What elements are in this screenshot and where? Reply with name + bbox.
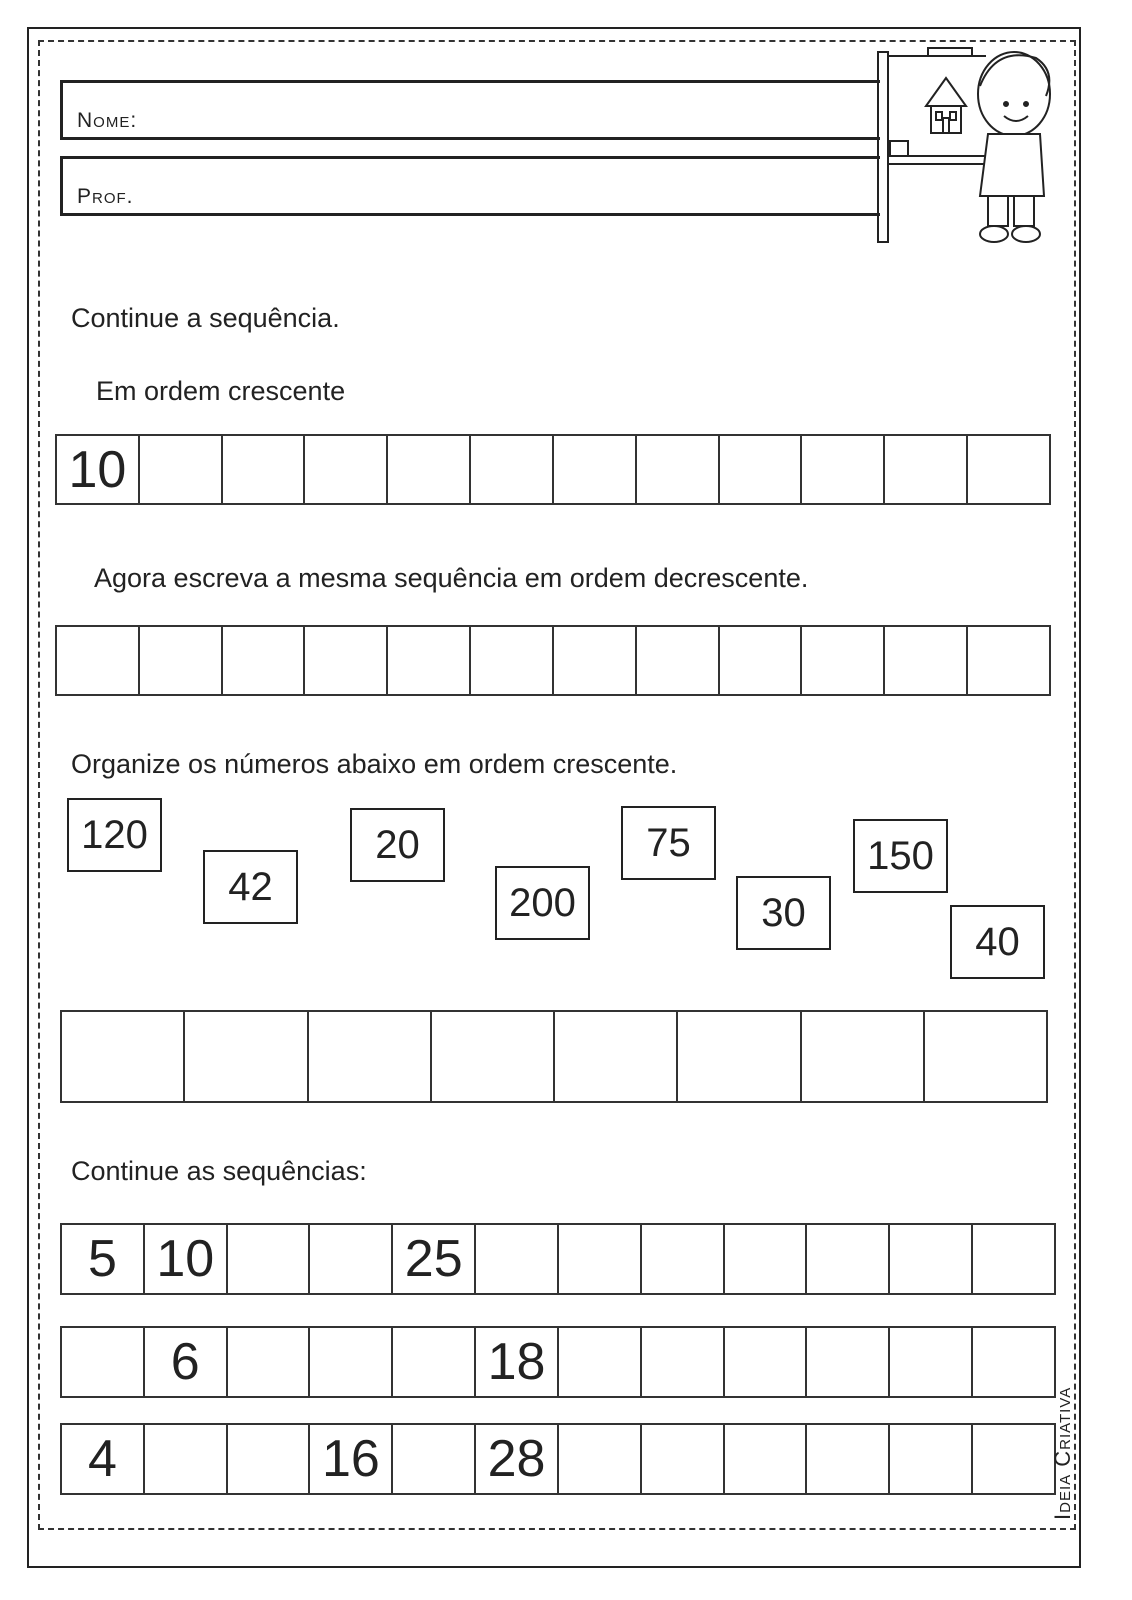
answer-cell[interactable] (62, 1328, 143, 1396)
answer-cell[interactable] (221, 436, 304, 503)
answer-cell[interactable] (723, 1425, 806, 1493)
answer-cell[interactable] (883, 627, 966, 694)
answer-cell[interactable] (888, 1225, 971, 1293)
answer-cell[interactable]: 18 (474, 1328, 557, 1396)
answer-cell[interactable] (971, 1328, 1054, 1396)
number-box: 200 (495, 866, 590, 940)
instruction-descending: Agora escreva a mesma sequência em ordem decrescente. (94, 563, 809, 593)
sequence-row-by-3 (60, 1326, 1056, 1398)
descending-sequence-row (55, 625, 1051, 696)
answer-cell[interactable] (221, 627, 304, 694)
answer-cell[interactable] (923, 1012, 1046, 1101)
answer-cell[interactable] (805, 1225, 888, 1293)
kid-easel-illustration (876, 46, 1076, 246)
answer-cell[interactable] (557, 1328, 640, 1396)
answer-cell[interactable]: 4 (87, 1430, 117, 1488)
answer-cell[interactable]: 16 (308, 1425, 391, 1493)
answer-cell[interactable] (303, 436, 386, 503)
number-box: 150 (853, 819, 948, 893)
prof-label: Prof. (77, 185, 134, 208)
answer-cell[interactable] (966, 627, 1049, 694)
answer-cell[interactable] (391, 1425, 474, 1493)
number-box: 42 (203, 850, 298, 924)
answer-cell[interactable] (723, 1225, 806, 1293)
answer-cell[interactable] (640, 1425, 723, 1493)
answer-cell[interactable]: 6 (143, 1328, 226, 1396)
answer-cell[interactable] (640, 1225, 723, 1293)
answer-cell[interactable] (303, 627, 386, 694)
number-box: 75 (621, 806, 716, 880)
answer-cell[interactable]: 28 (474, 1425, 557, 1493)
sequence-row-by-5 (60, 1223, 1056, 1295)
name-label: Nome: (77, 109, 138, 132)
answer-cell[interactable] (386, 627, 469, 694)
instruction-continue-sequences: Continue as sequências: (71, 1156, 367, 1186)
answer-cell[interactable] (718, 436, 801, 503)
answer-cell[interactable] (971, 1225, 1054, 1293)
answer-cell[interactable] (469, 436, 552, 503)
answer-cell[interactable] (391, 1328, 474, 1396)
answer-cell[interactable] (138, 436, 221, 503)
answer-cell[interactable]: 25 (391, 1225, 474, 1293)
prof-field[interactable] (60, 156, 880, 216)
answer-cell[interactable] (888, 1425, 971, 1493)
answer-cell[interactable] (888, 1328, 971, 1396)
number-box: 40 (950, 905, 1045, 979)
answer-cell[interactable] (557, 1225, 640, 1293)
answer-cell[interactable] (138, 627, 221, 694)
instruction-continue: Continue a sequência. (71, 303, 340, 333)
answer-cell[interactable] (635, 627, 718, 694)
answer-cell[interactable] (226, 1328, 309, 1396)
watermark: Ideia Criativa (1050, 1386, 1075, 1520)
answer-cell[interactable] (800, 436, 883, 503)
answer-cell[interactable] (57, 627, 138, 694)
answer-cell[interactable] (474, 1225, 557, 1293)
ascending-sequence-row (55, 434, 1051, 505)
subtitle-ascending: Em ordem crescente (96, 376, 346, 406)
answer-cell[interactable]: 5 (87, 1230, 117, 1288)
sequence-row-by-4 (60, 1423, 1056, 1495)
answer-cell[interactable]: 10 (68, 440, 127, 499)
answer-cell[interactable] (553, 1012, 676, 1101)
answer-cell[interactable] (308, 1328, 391, 1396)
answer-cell[interactable] (557, 1425, 640, 1493)
dotted-border (38, 40, 1076, 1530)
answer-cell[interactable] (640, 1328, 723, 1396)
answer-cell[interactable]: 10 (143, 1225, 226, 1293)
answer-cell[interactable] (552, 627, 635, 694)
answer-cell[interactable] (226, 1225, 309, 1293)
answer-cell[interactable] (552, 436, 635, 503)
answer-cell[interactable] (635, 436, 718, 503)
answer-cell[interactable] (805, 1328, 888, 1396)
answer-cell[interactable] (718, 627, 801, 694)
number-box: 120 (67, 798, 162, 872)
answer-cell[interactable] (143, 1425, 226, 1493)
number-box: 30 (736, 876, 831, 950)
answer-cell[interactable] (469, 627, 552, 694)
answer-cell[interactable] (226, 1425, 309, 1493)
answer-cell[interactable] (62, 1012, 183, 1101)
answer-cell[interactable] (883, 436, 966, 503)
answer-cell[interactable] (723, 1328, 806, 1396)
answer-cell[interactable] (430, 1012, 553, 1101)
answer-cell[interactable] (800, 1012, 923, 1101)
answer-cell[interactable] (386, 436, 469, 503)
answer-cell[interactable] (183, 1012, 306, 1101)
answer-cell[interactable] (800, 627, 883, 694)
answer-cell[interactable] (308, 1225, 391, 1293)
number-box: 20 (350, 808, 445, 882)
answer-cell[interactable] (676, 1012, 799, 1101)
instruction-organize: Organize os números abaixo em ordem crescente. (71, 749, 678, 779)
name-field[interactable] (60, 80, 880, 140)
answer-cell[interactable] (307, 1012, 430, 1101)
answer-cell[interactable] (805, 1425, 888, 1493)
organize-answer-row (60, 1010, 1048, 1103)
answer-cell[interactable] (966, 436, 1049, 503)
answer-cell[interactable] (971, 1425, 1054, 1493)
